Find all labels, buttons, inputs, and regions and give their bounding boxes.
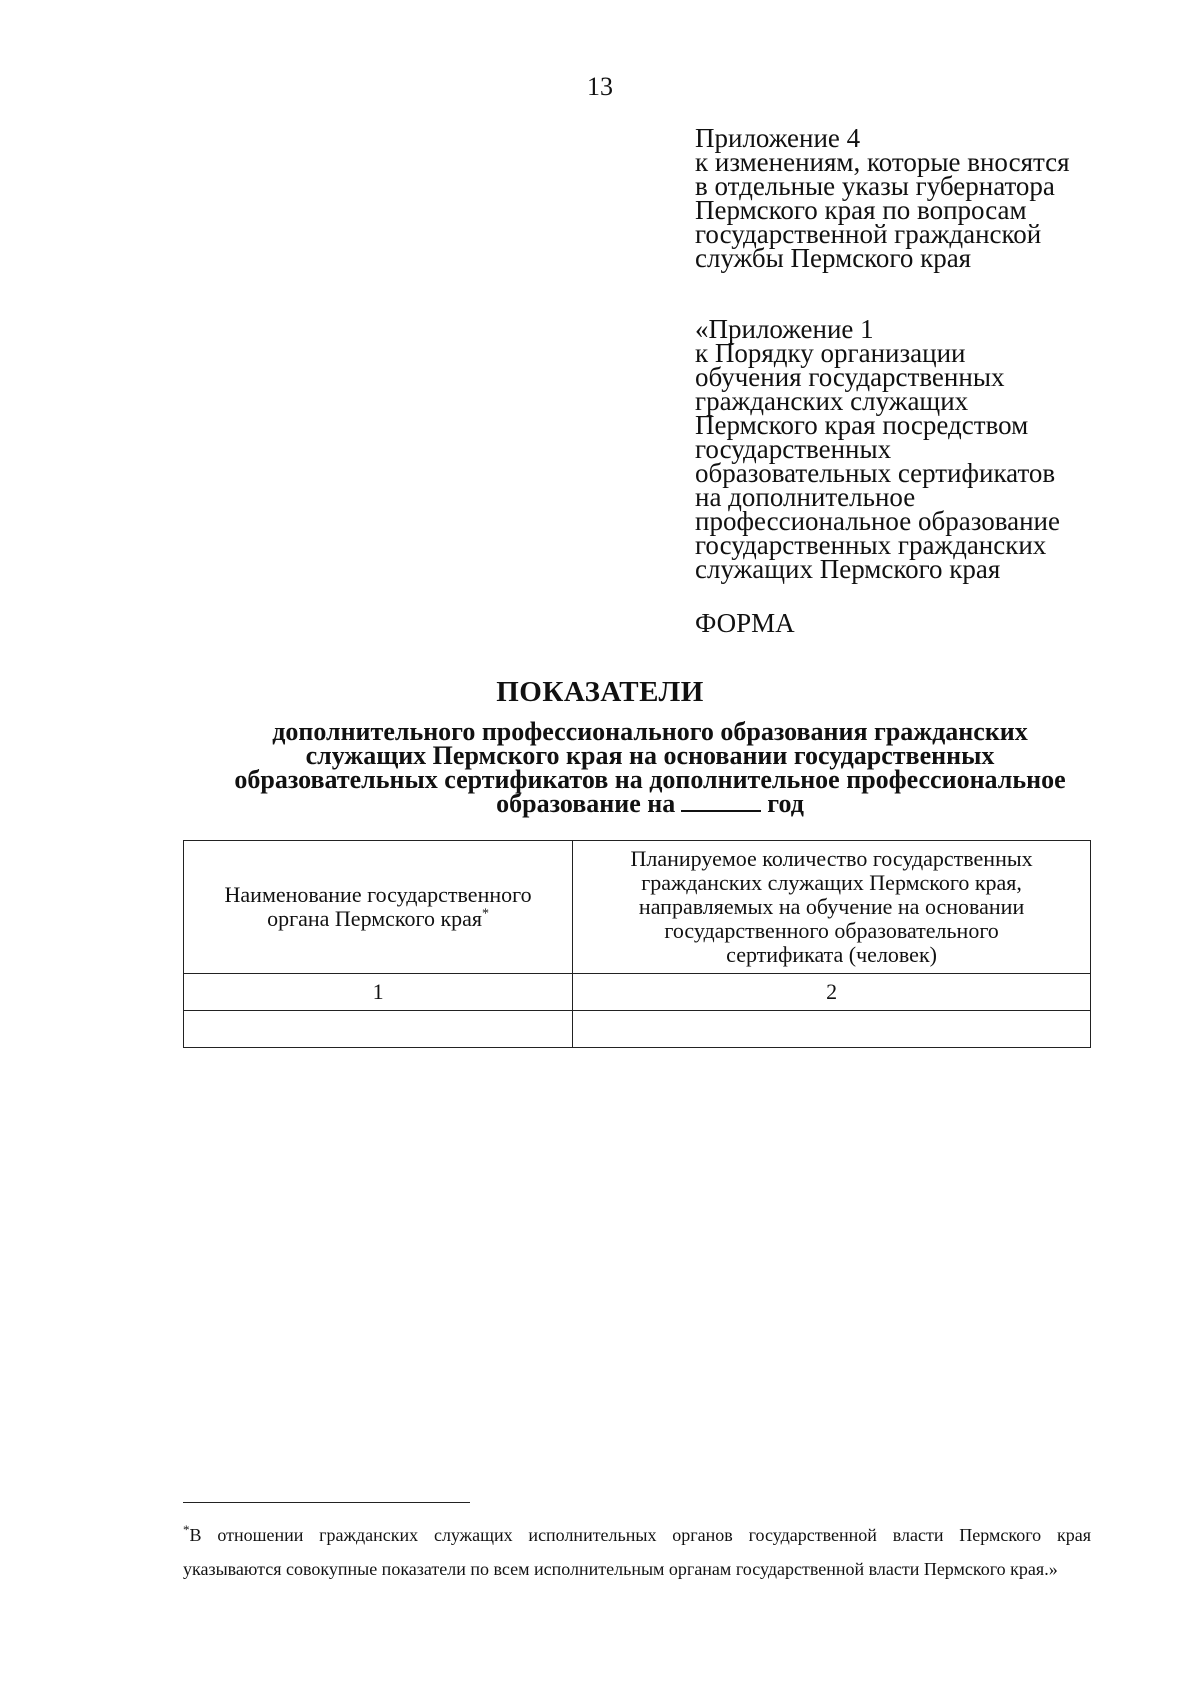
header-line: Наименование государственного <box>224 882 532 907</box>
footnote <box>183 1518 1091 1586</box>
footnote-divider <box>183 1502 470 1503</box>
subtitle-line: дополнительного профессионального образования гражданских <box>272 717 1028 746</box>
annex-4-line: государственной гражданской <box>695 219 1042 249</box>
annex-1-line: на дополнительное <box>695 482 916 512</box>
annex-4-heading <box>695 123 1115 273</box>
form-label: ФОРМА <box>695 608 795 638</box>
table-row <box>184 1011 1091 1048</box>
indicators-table <box>183 840 1091 1048</box>
annex-4-line: в отдельные указы губернатора <box>695 171 1055 201</box>
annex-1-line: гражданских служащих <box>695 386 969 416</box>
subtitle-year-prefix: образование на <box>496 789 676 818</box>
annex-1-line: Пермского края посредством <box>695 410 1029 440</box>
empty-cell-planned-count[interactable] <box>573 1011 1091 1048</box>
annex-1-line: профессиональное образование <box>695 506 1060 536</box>
page-number: 13 <box>587 72 613 101</box>
header-line: Планируемое количество государственных <box>630 846 1033 871</box>
header-line: направляемых на обучение на основании <box>638 894 1025 919</box>
subtitle-line: образовательных сертификатов на дополнительное профессиональное <box>234 765 1066 794</box>
header-line-text: органа Пермского края <box>267 906 483 931</box>
annex-1-line: образовательных сертификатов <box>695 458 1056 488</box>
header-cell-organ-name <box>184 841 573 974</box>
annex-4-line: Пермского края по вопросам <box>695 195 1027 225</box>
column-number-cell: 1 <box>184 974 573 1011</box>
annex-1-line: государственных <box>695 434 892 464</box>
document-title: ПОКАЗАТЕЛИ <box>496 676 704 708</box>
annex-1-line: обучения государственных <box>695 362 1005 392</box>
header-line: государственного образовательного <box>664 918 999 943</box>
header-line: сертификата (человек) <box>726 942 937 967</box>
document-subtitle <box>170 717 1130 818</box>
annex-1-line: к Порядку организации <box>695 338 966 368</box>
annex-1-line: «Приложение 1 <box>695 314 874 344</box>
annex-4-line: службы Пермского края <box>695 243 972 273</box>
annex-1-heading <box>695 314 1115 584</box>
column-number-cell: 2 <box>573 974 1091 1011</box>
annex-1-line: государственных гражданских <box>695 530 1047 560</box>
column-number-row <box>184 974 1091 1011</box>
subtitle-line: служащих Пермского края на основании государственных <box>305 741 995 770</box>
table-header-row <box>184 841 1091 974</box>
annex-4-line: к изменениям, которые вносятся <box>695 147 1070 177</box>
annex-4-line: Приложение 4 <box>695 123 861 153</box>
empty-cell-organ-name[interactable] <box>184 1011 573 1048</box>
subtitle-year-suffix: год <box>767 789 804 818</box>
annex-1-line: служащих Пермского края <box>695 554 1001 584</box>
header-line <box>194 907 562 931</box>
header-line: гражданских служащих Пермского края, <box>641 870 1022 895</box>
year-blank-field[interactable] <box>681 792 761 812</box>
footnote-marker: * <box>183 1522 190 1537</box>
subtitle-line-year <box>170 789 1130 818</box>
footnote-text: В отношении гражданских служащих исполнительных органов государственной власти Пермского края указываются совокупные показатели по всем исполнительным органам государственной власти Пермского края.» <box>183 1525 1091 1579</box>
footnote-marker: * <box>482 906 490 922</box>
header-cell-planned-count <box>573 841 1091 974</box>
